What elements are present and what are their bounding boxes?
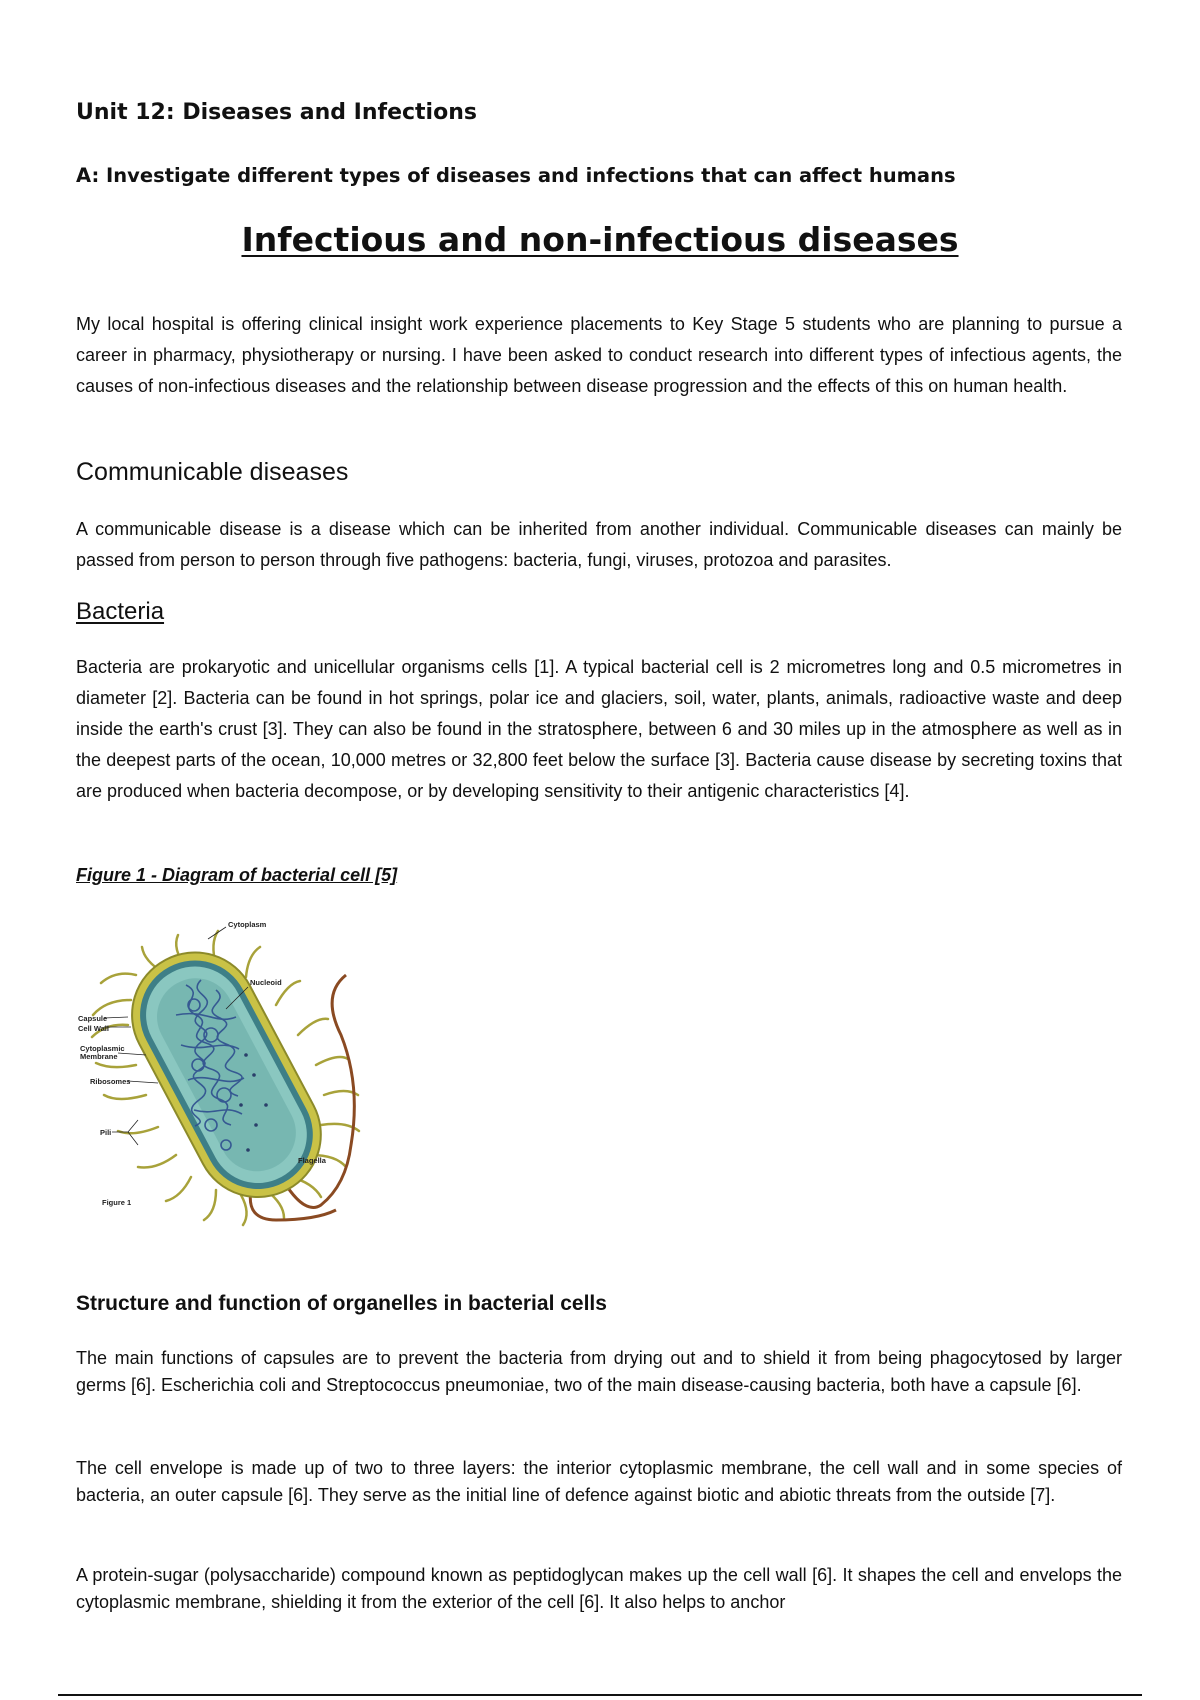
section-heading: A: Investigate different types of diseases and infections that can affect humans — [76, 164, 956, 187]
label-pili: Pili — [100, 1128, 112, 1137]
label-ribosomes: Ribosomes — [90, 1077, 131, 1086]
label-nucleoid: Nucleoid — [250, 978, 282, 987]
label-flagella: Flagella — [298, 1156, 326, 1165]
unit-heading: Unit 12: Diseases and Infections — [76, 100, 477, 125]
structure-paragraph-3: A protein-sugar (polysaccharide) compound known as peptidoglycan makes up the cell wall [6]. It shapes the cell and envelops the cytoplasmic membrane, shielding it from the exterior of the cell [6]. It also helps to anchor — [76, 1565, 1122, 1612]
communicable-paragraph: A communicable disease is a disease which can be inherited from another individual. Communicable diseases can mainly be passed from person to person through five pathogens: bacteria, fungi, viruses, protozoa and parasites. — [76, 519, 1122, 570]
structure-paragraph-2: The cell envelope is made up of two to three layers: the interior cytoplasmic membrane, the cell wall and in some species of bacteria, an outer capsule [6]. They serve as the initial line of defence against biotic and abiotic threats from the outside [7]. — [76, 1458, 1122, 1505]
page-title: Infectious and non-infectious diseases — [241, 220, 959, 259]
label-figure-number: Figure 1 — [102, 1198, 132, 1207]
structure-paragraph-1: The main functions of capsules are to prevent the bacteria from drying out and to shield it from being phagocytosed by larger germs [6]. Escherichia coli and Streptococcus pneumoniae, two of the main disease-causing bacteria, both have a capsule [6]. — [76, 1348, 1122, 1395]
bacterial-cell-diagram — [76, 905, 368, 1231]
intro-paragraph: My local hospital is offering clinical insight work experience placements to Key Stage 5 students who are planning to pursue a career in pharmacy, physiotherapy or nursing. I have been asked to conduct research into different types of infectious agents, the causes of non-infectious diseases and the relationship between disease progression and the effects of this on human health. — [76, 314, 1122, 396]
label-cyto-membrane-1: Cytoplasmic — [80, 1044, 125, 1053]
footer-divider — [58, 1694, 1142, 1696]
structure-heading: Structure and function of organelles in bacterial cells — [76, 1292, 607, 1315]
communicable-heading: Communicable diseases — [76, 458, 349, 486]
label-cyto-membrane-2: Membrane — [80, 1052, 118, 1061]
label-cell-wall: Cell Wall — [78, 1024, 109, 1033]
label-capsule: Capsule — [78, 1014, 108, 1023]
bacteria-heading: Bacteria — [76, 598, 165, 625]
figure-caption: Figure 1 - Diagram of bacterial cell [5] — [76, 865, 398, 885]
bacteria-paragraph: Bacteria are prokaryotic and unicellular organisms cells [1]. A typical bacterial cell is 2 micrometres long and 0.5 micrometres in diameter [2]. Bacteria can be found in hot springs, polar ice and glaciers, soil, water, plants, animals, radioactive waste and deep inside the earth's crust [3]. They can also be found in the stratosphere, between 6 and 30 miles up in the atmosphere as well as in the deepest parts of the ocean, 10,000 metres or 32,800 feet below the surface [3]. Bacteria cause disease by secreting toxins that are produced when bacteria decompose, or by developing sensitivity to their antigenic characteristics [4]. — [76, 657, 1122, 801]
label-cytoplasm: Cytoplasm — [228, 920, 267, 929]
